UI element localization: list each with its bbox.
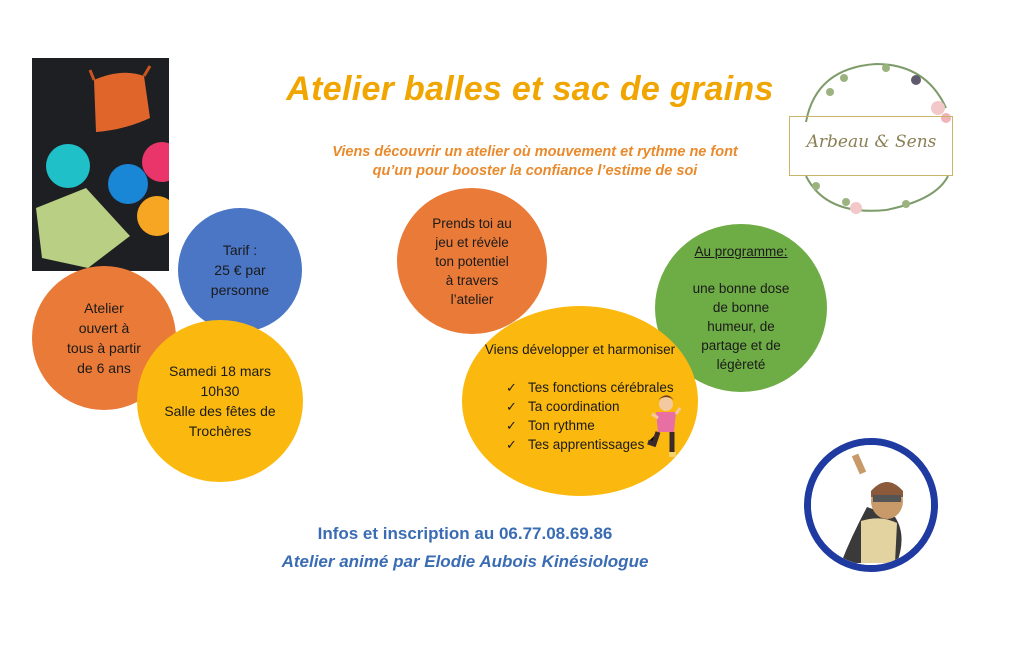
circle-text-line: 25 € par — [214, 262, 266, 278]
circle-developper — [462, 306, 698, 496]
page-title: Atelier balles et sac de grains — [286, 70, 774, 108]
circle-text-line: Samedi 18 mars — [169, 363, 271, 379]
developper-title: Viens développer et harmoniser — [484, 342, 676, 357]
checkmark-icon: ✓ — [506, 437, 517, 452]
circle-tarif — [178, 208, 302, 332]
subtitle-line-1: Viens découvrir un atelier où mouvement et rythme ne font — [332, 144, 738, 160]
checkmark-icon: ✓ — [506, 418, 517, 433]
programme-title: Au programme: — [694, 244, 788, 259]
circle-text-line: personne — [210, 282, 270, 298]
circle-date-lieu — [137, 320, 303, 482]
circle-text-line: Salle des fêtes de — [164, 403, 276, 419]
circle-text-line: humeur, de — [707, 319, 775, 334]
circle-text-line: ouvert à — [78, 320, 130, 336]
child-superhero-icon — [811, 445, 931, 565]
animator-credit: Atelier animé par Elodie Aubois Kinésiologue — [281, 552, 649, 571]
circle-text-line: légèreté — [716, 357, 766, 372]
circle-text-line: Atelier — [84, 300, 124, 316]
circle-text-line: Trochères — [188, 423, 252, 439]
circle-text-line: l’atelier — [450, 291, 494, 307]
circle-text-line: 10h30 — [200, 383, 240, 399]
circle-text-line: partage et de — [701, 338, 781, 353]
dancing-girl-icon — [642, 394, 682, 464]
circle-text-line: jeu et révèle — [435, 234, 509, 250]
circle-prends-toi — [397, 188, 547, 334]
circle-text-line: Prends toi au — [432, 215, 512, 231]
balls-and-beanbags-photo — [32, 58, 169, 271]
child-hoop-photo — [804, 438, 938, 572]
circle-text-line: Tarif : — [222, 242, 258, 258]
circle-text-line: une bonne dose — [692, 281, 790, 296]
circle-text-line: de 6 ans — [77, 360, 131, 376]
circle-text-line: de bonne — [712, 300, 770, 315]
checkmark-icon: ✓ — [506, 380, 517, 395]
circle-text-line: ton potentiel — [435, 253, 509, 269]
circle-text-line: à travers — [445, 272, 499, 288]
list-item-label: Tes apprentissages — [528, 437, 645, 452]
arbeau-sens-logo — [786, 58, 962, 218]
subtitle — [300, 143, 770, 181]
logo-text: Arbeau & Sens — [806, 132, 937, 152]
list-item-label: Tes fonctions cérébrales — [528, 380, 674, 395]
balls-illustration — [32, 58, 169, 271]
checkmark-icon: ✓ — [506, 399, 517, 414]
circle-text-line: tous à partir — [67, 340, 141, 356]
infos-inscription: Infos et inscription au 06.77.08.69.86 — [317, 524, 613, 543]
subtitle-line-2: qu’un pour booster la confiance l’estime de soi — [372, 163, 698, 179]
list-item-label: Ta coordination — [528, 399, 620, 414]
list-item-label: Ton rythme — [528, 418, 595, 433]
